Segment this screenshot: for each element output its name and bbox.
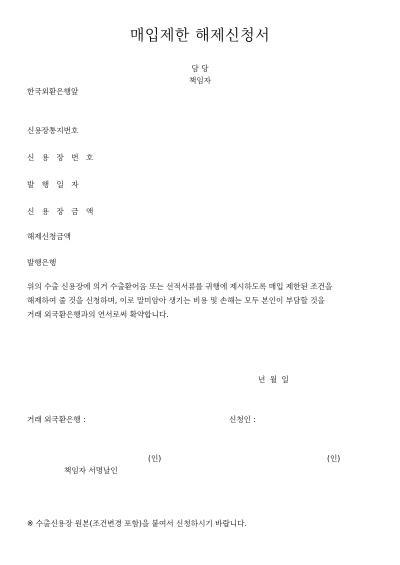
body-line-1: 위의 수출 신용장에 의거 수출환어음 또는 선적서류를 귀행에 제시하도록 매입 제한된 조건을 [27,282,333,291]
field-label-advice-number: 신용장통지번호 [27,126,79,135]
application-body [27,280,387,322]
trading-bank-label: 거래 외국환은행 : [27,415,86,424]
footnote: ※ 수출신용장 원본(조건변경 포함)을 붙여서 신청하시기 바랍니다. [27,519,247,528]
applicant-label: 신청인 : [229,415,256,424]
field-label-issuing-bank: 발행은행 [27,258,57,267]
responsible-signature-label: 책임자 서명날인 [64,466,118,475]
document-title: 매입제한 해제신청서 [129,26,271,44]
seal-right: (인) [327,454,341,463]
date-line: 년 월 일 [258,375,290,384]
field-label-lc-amount: 신 용 장 금 액 [27,207,96,216]
body-line-3: 거래 외국환은행과의 연서로써 확약합니다. [27,310,169,319]
field-label-release-amount: 해제신청금액 [27,232,72,241]
approval-manager-label: 담 당 [191,64,209,73]
field-label-issue-date: 발 행 일 자 [27,180,82,189]
approval-responsible-label: 책임자 [188,76,211,85]
seal-left: (인) [148,454,162,463]
recipient-bank: 한국외환은행앞 [27,87,79,96]
body-line-2: 해제하여 줄 것을 신청하며, 이로 말미암아 생기는 비용 및 손해는 모두 본인이 부담할 것을 [27,296,325,305]
field-label-lc-number: 신 용 장 번 호 [27,153,96,162]
